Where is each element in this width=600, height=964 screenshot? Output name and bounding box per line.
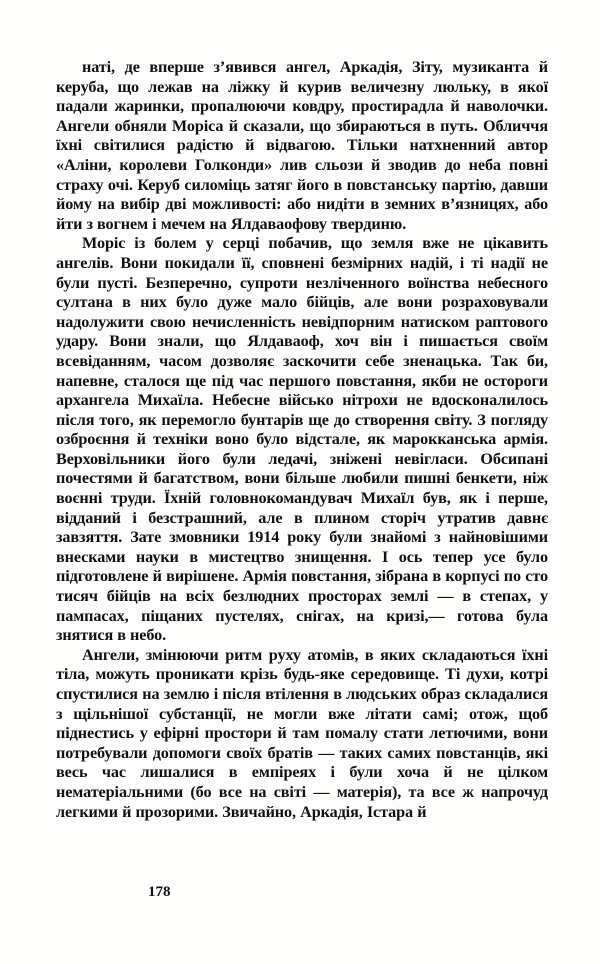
paragraph: Моріс із болем у серці побачив, що земля вже не цікавить ангелів. Вони покидали її, сповнені безмірних надій, і ті надії не були пусті. Безперечно, супроти незліченного воїнства небесного султана в них було дуже мало бійців, але вони розраховували надолужити свою нечисленність невідпорним натиском раптового удару. Вони знали, що Ялдаваоф, хоч він і пишається своїм всевіданням, часом дозволяє заскочити себе зненацька. Так би, напевне, сталося ще під час першого повстання, якби не остороги архангела Михаїла. Небесне військо нітрохи не вдосконалилось після того, як перемогло бунтарів ще до створення світу. З погляду озброєння й техніки воно було відстале, як марокканська армія. Верховільники його були ледачі, зніжені невігласи. Обсипані почестями й багатством, вони більше любили пишні бенкети, ніж воєнні труди. Їхній головнокомандувач Михаїл був, як і перше, відданий і безстрашний, але в плином сторіч утратив давнє завзяття. Зате змовники 1914 року були знайомі з найновішими внесками науки в мистецтво знищення. І ось тепер усе було підготовлене й вирішене. Армія повстання, зібрана в корпусі по сто тисяч бійців на всіх безлюдних просторах землі — в степах, у пампасах, піщаних пустелях, снігах, на кризі,— готова була знятися в небо.: [56, 234, 548, 645]
page-text-block: [56, 58, 548, 822]
paragraph: Ангели, змінюючи ритм руху атомів, в яких складаються їхні тіла, можуть проникати крізь будь-яке середовище. Ті духи, котрі спустилися на землю і після втілення в людських образ складалися з щільнішої субстанції, не могли вже літати самі; отож, щоб піднестись у ефірні простори й там помалу стати летючими, вони потребували допомоги своїх братів — таких самих повстанців, які весь час лишалися в емпіреях і були хоча й не цілком нематеріальними (бо все на світі — матерія), та все ж напрочуд легкими й прозорими. Звичайно, Аркадія, Істара й: [56, 645, 548, 821]
paragraph: наті, де вперше з’явився ангел, Аркадія, Зіту, музиканта й керуба, що лежав на ліжку й курив величезну люльку, в якої падали жаринки, пропалюючи ковдру, простирадла й наволочки. Ангели обняли Моріса й сказали, що збираються в путь. Обличчя їхні світилися радістю й відвагою. Тільки натхненний автор «Аліни, королеви Голконди» лив сльози й зводив до неба повні страху очі. Керуб силоміць затяг його в повстанську партію, давши йому на вибір дві можливості: або нидіти в земних в’язницях, або йти з вогнем і мечем на Ялдаваофову твердиню.: [56, 58, 548, 233]
page-number: 178: [148, 884, 171, 900]
